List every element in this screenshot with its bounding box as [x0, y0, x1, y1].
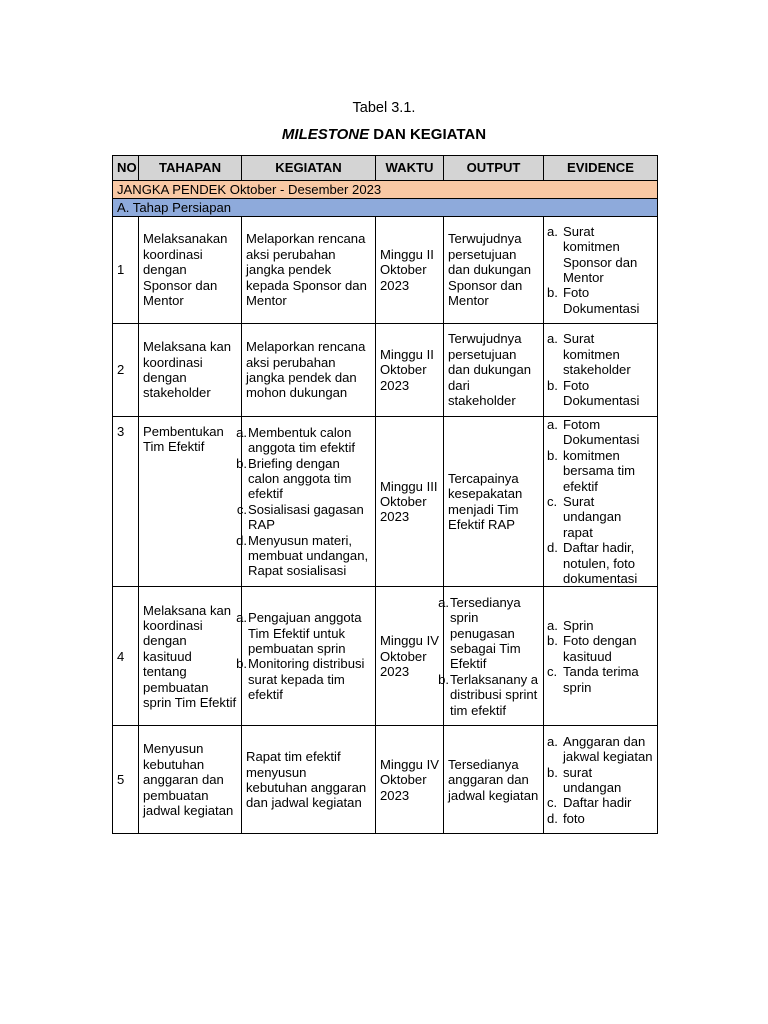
- list-item: b. komitmen bersama tim efektif: [547, 447, 636, 494]
- header-evidence: EVIDENCE: [544, 156, 658, 181]
- list-item: c. Daftar hadir: [547, 795, 632, 811]
- list-item: a. Fotom Dokumentasi: [547, 417, 640, 448]
- table-title: [0, 126, 768, 143]
- list-item: b. Foto Dokumentasi: [547, 285, 640, 316]
- kegiatan-cell: Melaporkan rencana aksi perubahan jangka pendek dan mohon dukungan: [242, 324, 376, 417]
- table-row: [113, 217, 658, 324]
- waktu-cell: Minggu III Oktober 2023: [376, 417, 444, 587]
- list-item: b. Foto dengan kasituud: [547, 633, 637, 664]
- kegiatan-cell: Rapat tim efektif menyusun kebutuhan anggaran dan jadwal kegiatan: [242, 726, 376, 834]
- output-list: [438, 594, 539, 718]
- kegiatan-cell: [236, 587, 376, 726]
- header-kegiatan: KEGIATAN: [242, 156, 376, 181]
- tahapan-cell: Melaksanakan koordinasi dengan Sponsor dan Mentor: [139, 217, 242, 324]
- tahapan-cell: Melaksana kan koordinasi dengan stakeholder: [139, 324, 242, 417]
- list-item: a. Membentuk calon anggota tim efektif: [236, 424, 355, 456]
- list-item: a. Tersedianya sprin penugasan sebagai Tim Efektif: [438, 594, 521, 672]
- list-item: a. Anggaran dan jakwal kegiatan: [547, 733, 653, 765]
- list-item: d. Menyusun materi, membuat undangan, Rapat sosialisasi: [236, 532, 369, 579]
- list-item: b. Terlaksanany a distribusi sprint tim efektif: [438, 671, 539, 718]
- milestone-table: [112, 155, 658, 834]
- row-number: 4: [113, 587, 139, 726]
- header-row: [113, 156, 658, 181]
- period-band-row: [113, 181, 658, 199]
- table-number: Tabel 3.1.: [352, 100, 416, 116]
- waktu-cell: Minggu II Oktober 2023: [376, 324, 444, 417]
- header-waktu: WAKTU: [376, 156, 444, 181]
- evidence-cell: [544, 217, 658, 324]
- title-rest: DAN KEGIATAN: [369, 126, 487, 143]
- kegiatan-cell: [236, 417, 376, 587]
- list-item: a. Surat komitmen stakeholder: [547, 331, 631, 378]
- evidence-list: [547, 417, 653, 586]
- header-no: NO: [113, 156, 139, 181]
- kegiatan-list: [236, 424, 371, 579]
- list-item: d. foto: [547, 810, 585, 826]
- output-cell: Tersedianya anggaran dan jadwal kegiatan: [444, 726, 544, 834]
- list-item: c. Sosialisasi gagasan RAP: [236, 501, 364, 533]
- waktu-cell: Minggu IV Oktober 2023: [376, 726, 444, 834]
- list-item: a. Sprin: [547, 617, 594, 633]
- evidence-cell: [544, 726, 658, 834]
- waktu-cell: Minggu II Oktober 2023: [376, 217, 444, 324]
- output-cell: [438, 587, 544, 726]
- row-number: 5: [113, 726, 139, 834]
- row-number: 1: [113, 217, 139, 324]
- output-cell: Tercapainya kesepakatan menjadi Tim Efektif RAP: [444, 417, 544, 587]
- evidence-cell: [544, 324, 658, 417]
- list-item: c. Tanda terima sprin: [547, 664, 639, 695]
- stage-label: A. Tahap Persiapan: [113, 199, 658, 217]
- evidence-cell: [544, 417, 658, 587]
- list-item: a. Pengajuan anggota Tim Efektif untuk pembuatan sprin: [236, 610, 362, 657]
- tahapan-cell: Pembentukan Tim Efektif: [139, 417, 242, 587]
- list-item: b. Foto Dokumentasi: [547, 377, 640, 409]
- row-number: 2: [113, 324, 139, 417]
- list-item: b. Monitoring distribusi surat kepada tim efektif: [236, 656, 365, 703]
- period-band: JANGKA PENDEK Oktober - Desember 2023: [113, 181, 658, 199]
- list-item: b. surat undangan: [547, 764, 622, 795]
- kegiatan-cell: Melaporkan rencana aksi perubahan jangka pendek kepada Sponsor dan Mentor: [242, 217, 376, 324]
- header-output: OUTPUT: [444, 156, 544, 181]
- tahapan-cell: Menyusun kebutuhan anggaran dan pembuatan jadwal kegiatan: [139, 726, 242, 834]
- row-number: 3: [113, 417, 139, 587]
- list-item: b. Briefing dengan calon anggota tim efektif: [236, 455, 352, 502]
- evidence-cell: [544, 587, 658, 726]
- stage-row: [113, 199, 658, 217]
- title-italic: MILESTONE: [281, 126, 370, 143]
- evidence-list: [547, 224, 653, 316]
- table-row: [113, 417, 658, 587]
- table-row: [113, 324, 658, 417]
- output-cell: Terwujudnya persetujuan dan dukungan Sponsor dan Mentor: [444, 217, 544, 324]
- evidence-list: [547, 734, 653, 826]
- list-item: c. Surat undangan rapat: [547, 494, 622, 540]
- list-item: d. Daftar hadir, notulen, foto dokumentasi: [547, 540, 638, 587]
- evidence-list: [547, 331, 653, 408]
- kegiatan-list: [236, 610, 371, 703]
- table-row: [113, 587, 658, 726]
- table-row: [113, 726, 658, 834]
- tahapan-cell: Melaksana kan koordinasi dengan kasituud tentang pembuatan sprin Tim Efektif: [139, 587, 242, 726]
- list-item: a. Surat komitmen Sponsor dan Mentor: [547, 223, 638, 285]
- header-tahapan: TAHAPAN: [139, 156, 242, 181]
- evidence-list: [547, 618, 653, 695]
- output-cell: Terwujudnya persetujuan dan dukungan dari stakeholder: [444, 324, 544, 417]
- waktu-cell: Minggu IV Oktober 2023: [376, 587, 444, 726]
